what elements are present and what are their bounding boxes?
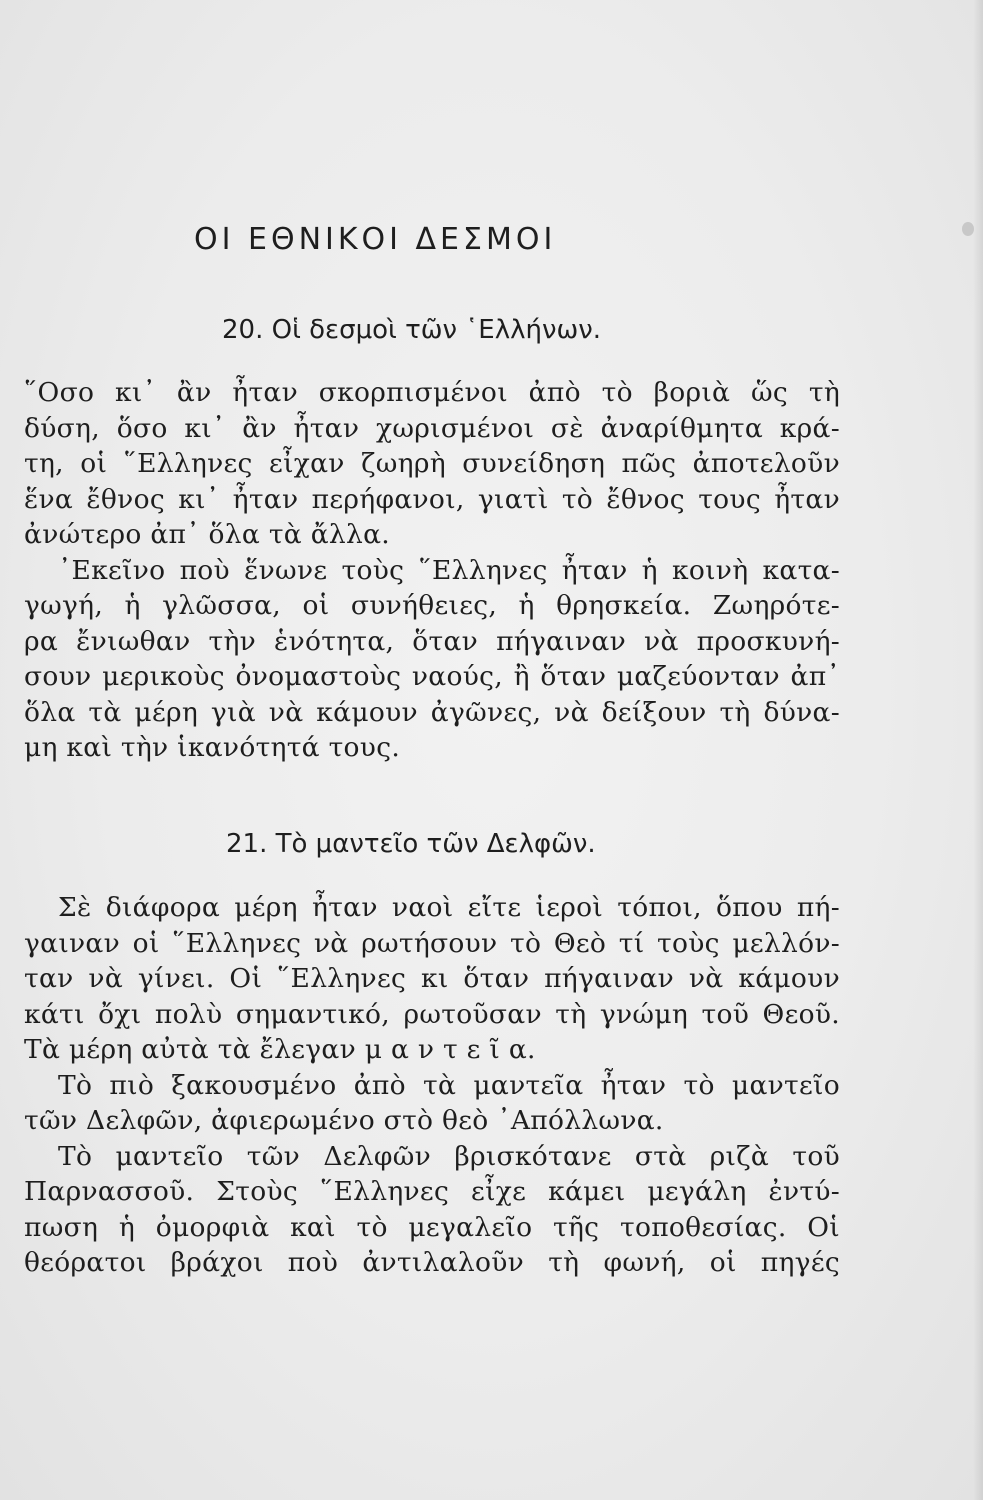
text-line: γωγή, ἡ γλῶσσα, οἱ συνήθειες, ἡ θρησκεία. Ζωηρότε- [24, 590, 840, 621]
section-heading-21: 21. Τὸ μαντεῖο τῶν Δελφῶν. [226, 829, 596, 859]
text-line: θεόρατοι βράχοι ποὺ ἀντιλαλοῦν τὴ φωνή, οἱ πηγές [24, 1247, 840, 1278]
text-line: γαιναν οἱ ῞Ελληνες νὰ ρωτήσουν τὸ Θεὸ τί τοὺς μελλόν- [24, 927, 840, 959]
text-line: ρα ἔνιωθαν τὴν ἑνότητα, ὅταν πήγαιναν νὰ προσκυνή- [24, 625, 840, 657]
chapter-title: ΟΙ ΕΘΝΙΚΟΙ ΔΕΣΜΟΙ [194, 222, 557, 257]
text-line: Παρνασσοῦ. Στοὺς ῞Ελληνες εἶχε κάμει μεγάλη ἐντύ- [24, 1176, 840, 1207]
text-line: ῞Οσο κι᾿ ἂν ἦταν σκορπισμένοι ἀπὸ τὸ βοριὰ ὥς τὴ [24, 377, 840, 408]
text-line: πωση ἡ ὀμορφιὰ καὶ τὸ μεγαλεῖο τῆς τοποθεσίας. Οἱ [24, 1211, 840, 1243]
text-line: τῶν Δελφῶν, ἀφιερωμένο στὸ θεὸ ᾿Απόλλωνα. [24, 1105, 664, 1136]
text-line: ἀνώτερο ἀπ᾿ ὅλα τὰ ἄλλα. [24, 519, 390, 550]
text-line: τη, οἱ ῞Ελληνες εἶχαν ζωηρὴ συνείδηση πῶς ἀποτελοῦν [24, 448, 840, 479]
text-line: κάτι ὄχι πολὺ σημαντικό, ρωτοῦσαν τὴ γνώμη τοῦ Θεοῦ. [24, 998, 840, 1030]
text-line: Τὰ μέρη αὐτὰ τὰ ἔλεγαν μ α ν τ ε ῖ α. [24, 1034, 536, 1065]
text-line: σουν μερικοὺς ὀνομαστοὺς ναούς, ἢ ὅταν μαζεύονταν ἀπ᾿ [24, 661, 840, 692]
text-line: Τὸ πιὸ ξακουσμένο ἀπὸ τὰ μαντεῖα ἦταν τὸ μαντεῖο [58, 1069, 840, 1101]
text-line: ὅλα τὰ μέρη γιὰ νὰ κάμουν ἀγῶνες, νὰ δείξουν τὴ δύνα- [24, 696, 840, 728]
section-21-text [24, 890, 840, 1281]
page-edge-shadow [973, 0, 983, 1500]
section-heading-20: 20. Οἱ δεσμοὶ τῶν ῾Ελλήνων. [222, 315, 602, 345]
section-20-text [24, 375, 840, 766]
text-line: ἕνα ἔθνος κι᾿ ἦταν περήφανοι, γιατὶ τὸ ἔθνος τους ἦταν [24, 483, 840, 515]
text-line: Σὲ διάφορα μέρη ἦταν ναοὶ εἴτε ἱεροὶ τόποι, ὅπου πή- [58, 892, 840, 923]
text-line: Τὸ μαντεῖο τῶν Δελφῶν βρισκότανε στὰ ριζὰ τοῦ [58, 1140, 840, 1172]
text-line: ᾿Εκεῖνο ποὺ ἕνωνε τοὺς ῞Ελληνες ἦταν ἡ κοινὴ κατα- [58, 554, 840, 586]
text-line: μη καὶ τὴν ἱκανότητά τους. [24, 732, 401, 763]
text-line: δύση, ὅσο κι᾿ ἂν ἦταν χωρισμένοι σὲ ἀναρίθμητα κρά- [24, 412, 840, 444]
ink-dot-mark [962, 222, 974, 236]
text-line: ταν νὰ γίνει. Οἱ ῞Ελληνες κι ὅταν πήγαιναν νὰ κάμουν [24, 963, 840, 994]
